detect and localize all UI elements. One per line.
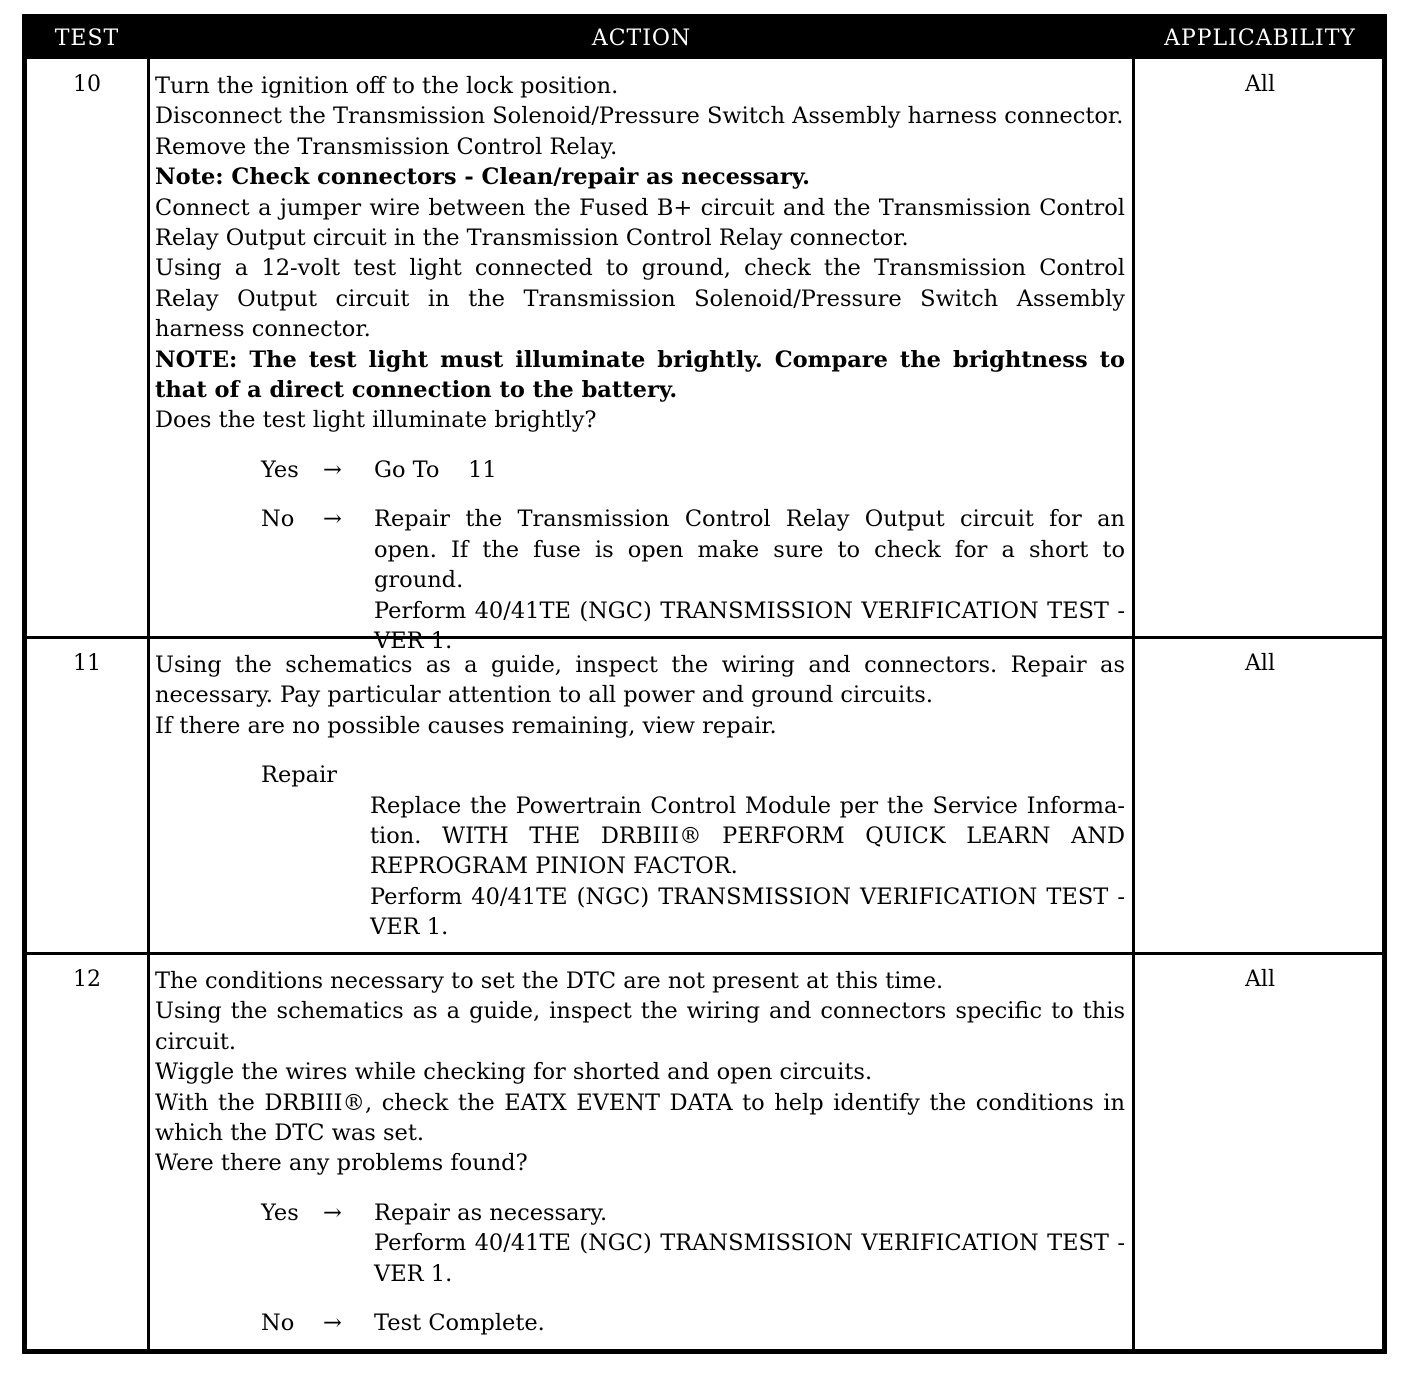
action-line: Connect a jumper wire between the Fused B+ circuit and the Transmission Control Relay Output circuit in the Transmission Control Relay connector. bbox=[155, 194, 1125, 252]
applicability-value: All bbox=[1245, 651, 1275, 676]
column-divider bbox=[147, 59, 150, 1349]
header-test: TEST bbox=[54, 26, 120, 51]
yes-label: Yes bbox=[261, 1199, 299, 1226]
header-action: ACTION bbox=[591, 26, 692, 51]
action-line: With the DRBIII®, check the EATX EVENT DATA to help identify the conditions in which the DTC was set. bbox=[155, 1089, 1125, 1147]
no-text: Test Complete. bbox=[374, 1310, 545, 1337]
action-line: If there are no possible causes remaining, view repair. bbox=[155, 712, 777, 739]
repair-label: Repair bbox=[261, 762, 338, 789]
applicability-value: All bbox=[1245, 72, 1275, 97]
no-text: Perform 40/41TE (NGC) TRANSMISSION VERIFICATION TEST - VER 1. bbox=[374, 597, 1125, 654]
action-line: The conditions necessary to set the DTC are not present at this time. bbox=[155, 968, 944, 994]
action-cell bbox=[155, 650, 1125, 943]
action-cell bbox=[155, 71, 1125, 656]
yes-text: Perform 40/41TE (NGC) TRANSMISSION VERIFICATION TEST - VER 1. bbox=[374, 1230, 1125, 1287]
action-line: Turn the ignition off to the lock position. bbox=[155, 73, 619, 99]
right-arrow-icon: → bbox=[323, 1199, 342, 1226]
action-note: Note: Check connectors - Clean/repair as necessary. bbox=[155, 164, 810, 191]
yes-text: Go To 11 bbox=[374, 456, 497, 483]
action-line: Wiggle the wires while checking for shorted and open circuits. bbox=[155, 1059, 873, 1086]
test-number: 11 bbox=[73, 651, 101, 676]
action-question: Does the test light illuminate brightly? bbox=[155, 407, 597, 434]
action-line: Disconnect the Transmission Solenoid/Pressure Switch Assembly harness connector. bbox=[155, 103, 1124, 130]
no-label: No bbox=[261, 506, 295, 533]
action-line: Using a 12-volt test light connected to ground, check the Transmission Control Relay Output circuit in the Transmission Solenoid/Pressure Switch Assembly harness connector. bbox=[155, 255, 1125, 343]
no-branch bbox=[155, 1308, 1125, 1338]
test-number: 10 bbox=[73, 72, 101, 97]
yes-label: Yes bbox=[261, 456, 299, 483]
yes-branch bbox=[155, 455, 1125, 485]
yes-branch bbox=[155, 1198, 1125, 1289]
row-divider bbox=[27, 952, 1382, 955]
no-branch bbox=[155, 504, 1125, 656]
action-question: Were there any problems found? bbox=[155, 1150, 528, 1177]
action-line: Remove the Transmission Control Relay. bbox=[155, 133, 618, 160]
applicability-value: All bbox=[1245, 967, 1275, 992]
column-divider bbox=[1132, 59, 1135, 1349]
diagnostic-table bbox=[22, 14, 1387, 1354]
yes-text: Repair as necessary. bbox=[374, 1199, 608, 1226]
test-number: 12 bbox=[73, 967, 101, 992]
action-line: Using the schematics as a guide, inspect the wiring and connectors specific to this circuit. bbox=[155, 998, 1125, 1055]
right-arrow-icon: → bbox=[323, 456, 342, 483]
right-arrow-icon: → bbox=[323, 1310, 342, 1337]
no-text: Repair the Transmission Control Relay Output circuit for an open. If the fuse is open make sure to check for a short to ground. bbox=[374, 506, 1125, 594]
table-header bbox=[27, 19, 1382, 59]
action-note: NOTE: The test light must illuminate brightly. Compare the brightness to that of a direct connection to the battery. bbox=[155, 346, 1125, 404]
header-applicability: APPLICABILITY bbox=[1164, 26, 1356, 51]
no-label: No bbox=[261, 1310, 295, 1337]
action-cell bbox=[155, 966, 1125, 1338]
action-line: Using the schematics as a guide, inspect the wiring and connectors. Repair as necessary. Pay particular attention to all power and ground circuits. bbox=[155, 652, 1125, 709]
repair-text: Perform 40/41TE (NGC) TRANSMISSION VERIFICATION TEST - VER 1. bbox=[370, 883, 1125, 941]
repair-text: Replace the Powertrain Control Module per the Service Informa-tion. WITH THE DRBIII® PERFORM QUICK LEARN AND REPROGRAM PINION FACTOR. bbox=[370, 792, 1125, 880]
right-arrow-icon: → bbox=[323, 506, 342, 533]
